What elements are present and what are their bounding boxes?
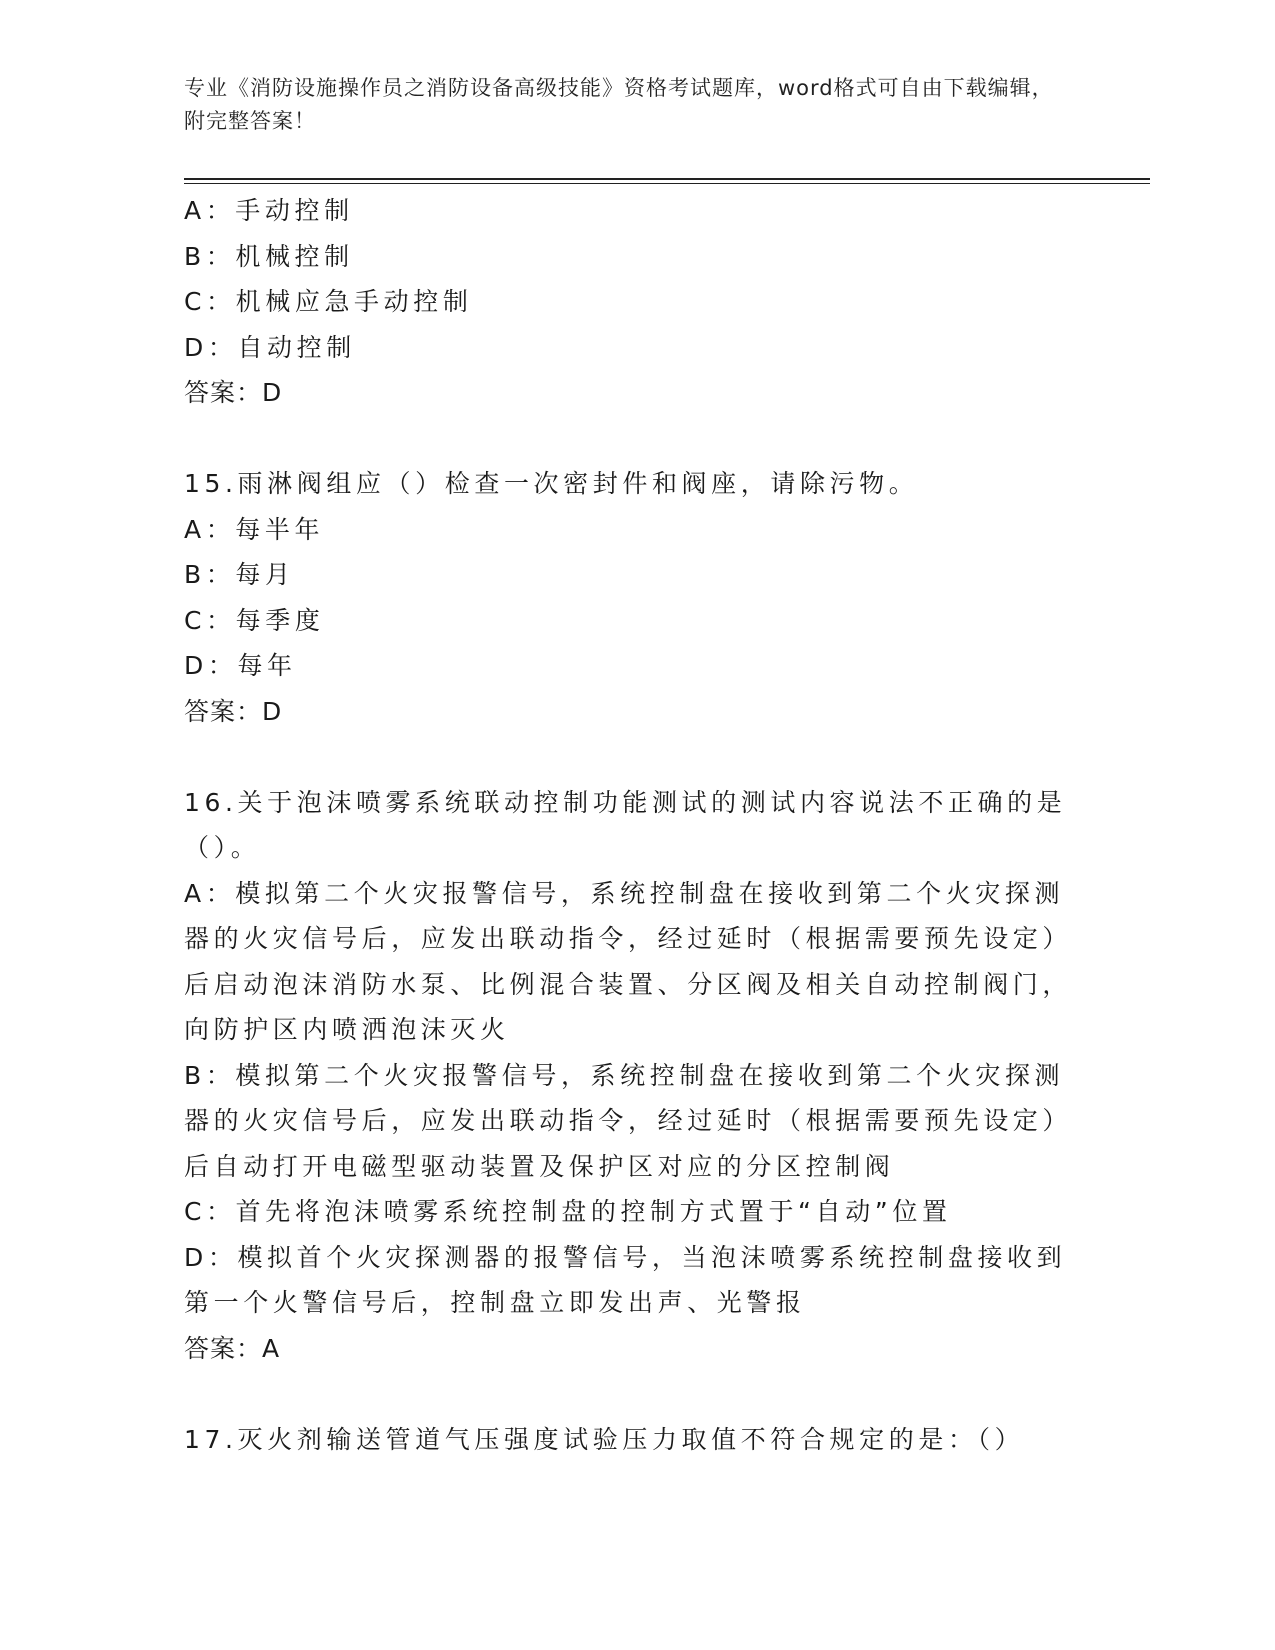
spacer [184,416,1084,462]
spacer [184,1371,1084,1417]
option-c: C：机械应急手动控制 [184,287,473,316]
option-d: D：每年 [184,651,297,680]
option-a: A：模拟第二个火灾报警信号，系统控制盘在接收到第二个火灾探测器的火灾信号后，应发出联动指令，经过延时（根据需要预先设定）后启动泡沫消防水泵、比例混合装置、分区阀及相关自动控制阀门，向防护区内喷洒泡沫灭火 [184,878,1073,1044]
option-b: B：每月 [184,560,295,589]
option-d: D：自动控制 [184,332,356,362]
question-stem: 16.关于泡沫喷雾系统联动控制功能测试的测试内容说法不正确的是（）。 [184,787,1067,862]
question-block-16 [184,780,1084,1372]
option-d: D：模拟首个火灾探测器的报警信号，当泡沫喷雾系统控制盘接收到第一个火警信号后，控制盘立即发出声、光警报 [184,1242,1067,1317]
question-stem: 17.灭火剂输送管道气压强度试验压力取值不符合规定的是：（） [184,1424,1025,1454]
answer-line: 答案：A [184,1333,281,1363]
question-block-17 [184,1417,1084,1463]
question-block-15 [184,461,1084,734]
option-c: C：首先将泡沫喷雾系统控制盘的控制方式置于“自动”位置 [184,1197,952,1226]
header-divider-thin [184,183,1150,184]
question-list [184,188,1084,1462]
question-block-14 [184,188,1084,416]
answer-line: 答案：D [184,378,283,407]
option-b: B：机械控制 [184,241,354,271]
answer-line: 答案：D [184,696,283,726]
option-c: C：每季度 [184,605,325,635]
header-divider-thick [184,178,1150,180]
option-b: B：模拟第二个火灾报警信号，系统控制盘在接收到第二个火灾探测器的火灾信号后，应发出联动指令，经过延时（根据需要预先设定）后自动打开电磁型驱动装置及保护区对应的分区控制阀 [184,1060,1073,1181]
option-a: A：手动控制 [184,196,354,225]
question-stem: 15.雨淋阀组应（）检查一次密封件和阀座，请除污物。 [184,469,919,498]
option-a: A：每半年 [184,514,325,544]
document-header: 专业《消防设施操作员之消防设备高级技能》资格考试题库，word格式可自由下载编辑，附完整答案！ [184,76,1054,133]
spacer [184,734,1084,780]
